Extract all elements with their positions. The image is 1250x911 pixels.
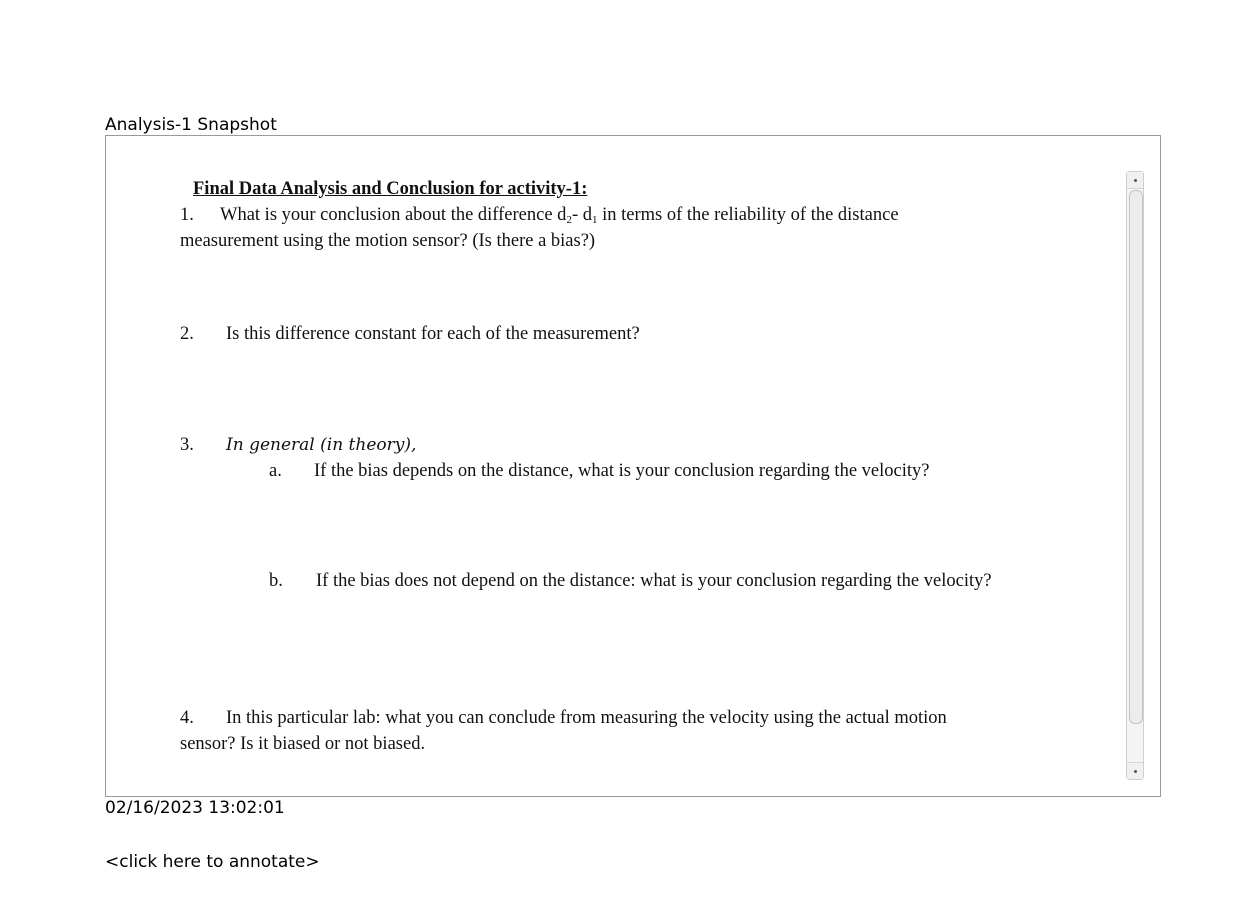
- question-2-number: 2.: [180, 324, 194, 344]
- vertical-scrollbar[interactable]: [1126, 171, 1144, 780]
- question-3: [180, 432, 416, 458]
- question-3a: [269, 458, 929, 484]
- question-1-line-1: [180, 202, 899, 228]
- question-1-text-b: - d: [571, 205, 592, 225]
- scrollbar-thumb[interactable]: [1129, 190, 1143, 724]
- question-2: [180, 321, 640, 347]
- question-2-text: Is this difference constant for each of the measurement?: [226, 324, 640, 344]
- question-1-number: 1.: [180, 205, 194, 225]
- snapshot-title: Analysis-1 Snapshot: [105, 115, 277, 135]
- question-4-line-2: sensor? Is it biased or not biased.: [180, 734, 426, 754]
- question-1-line-2: measurement using the motion sensor? (Is there a bias?): [180, 231, 596, 251]
- question-4-number: 4.: [180, 708, 194, 728]
- snapshot-frame: [105, 135, 1161, 797]
- question-1-text-c: in terms of the reliability of the distance: [597, 205, 899, 225]
- document-heading: Final Data Analysis and Conclusion for activity-1:: [193, 179, 588, 199]
- question-1-sub-1: 1: [591, 214, 598, 226]
- annotate-link[interactable]: <click here to annotate>: [105, 852, 320, 872]
- scroll-up-icon: [1134, 179, 1137, 182]
- question-3a-text: If the bias depends on the distance, what is your conclusion regarding the velocity?: [314, 461, 930, 481]
- document-content: [106, 136, 1126, 796]
- question-4-line-1: [180, 705, 947, 731]
- question-3b-letter: b.: [269, 571, 283, 591]
- question-1-text-a: What is your conclusion about the difference d: [220, 205, 567, 225]
- scroll-down-icon: [1134, 770, 1137, 773]
- question-1-sub-2: 2: [566, 214, 572, 226]
- question-3-number: 3.: [180, 435, 194, 455]
- question-4-text: In this particular lab: what you can conclude from measuring the velocity using the actual motion: [226, 708, 947, 728]
- scroll-up-button[interactable]: [1127, 172, 1143, 189]
- question-3b: [269, 568, 992, 594]
- question-3a-letter: a.: [269, 461, 282, 481]
- scroll-down-button[interactable]: [1127, 762, 1143, 779]
- question-3-text: In general (in theory),: [226, 435, 417, 455]
- snapshot-timestamp: 02/16/2023 13:02:01: [105, 798, 285, 818]
- question-3b-text: If the bias does not depend on the distance: what is your conclusion regarding the velocity?: [316, 571, 992, 591]
